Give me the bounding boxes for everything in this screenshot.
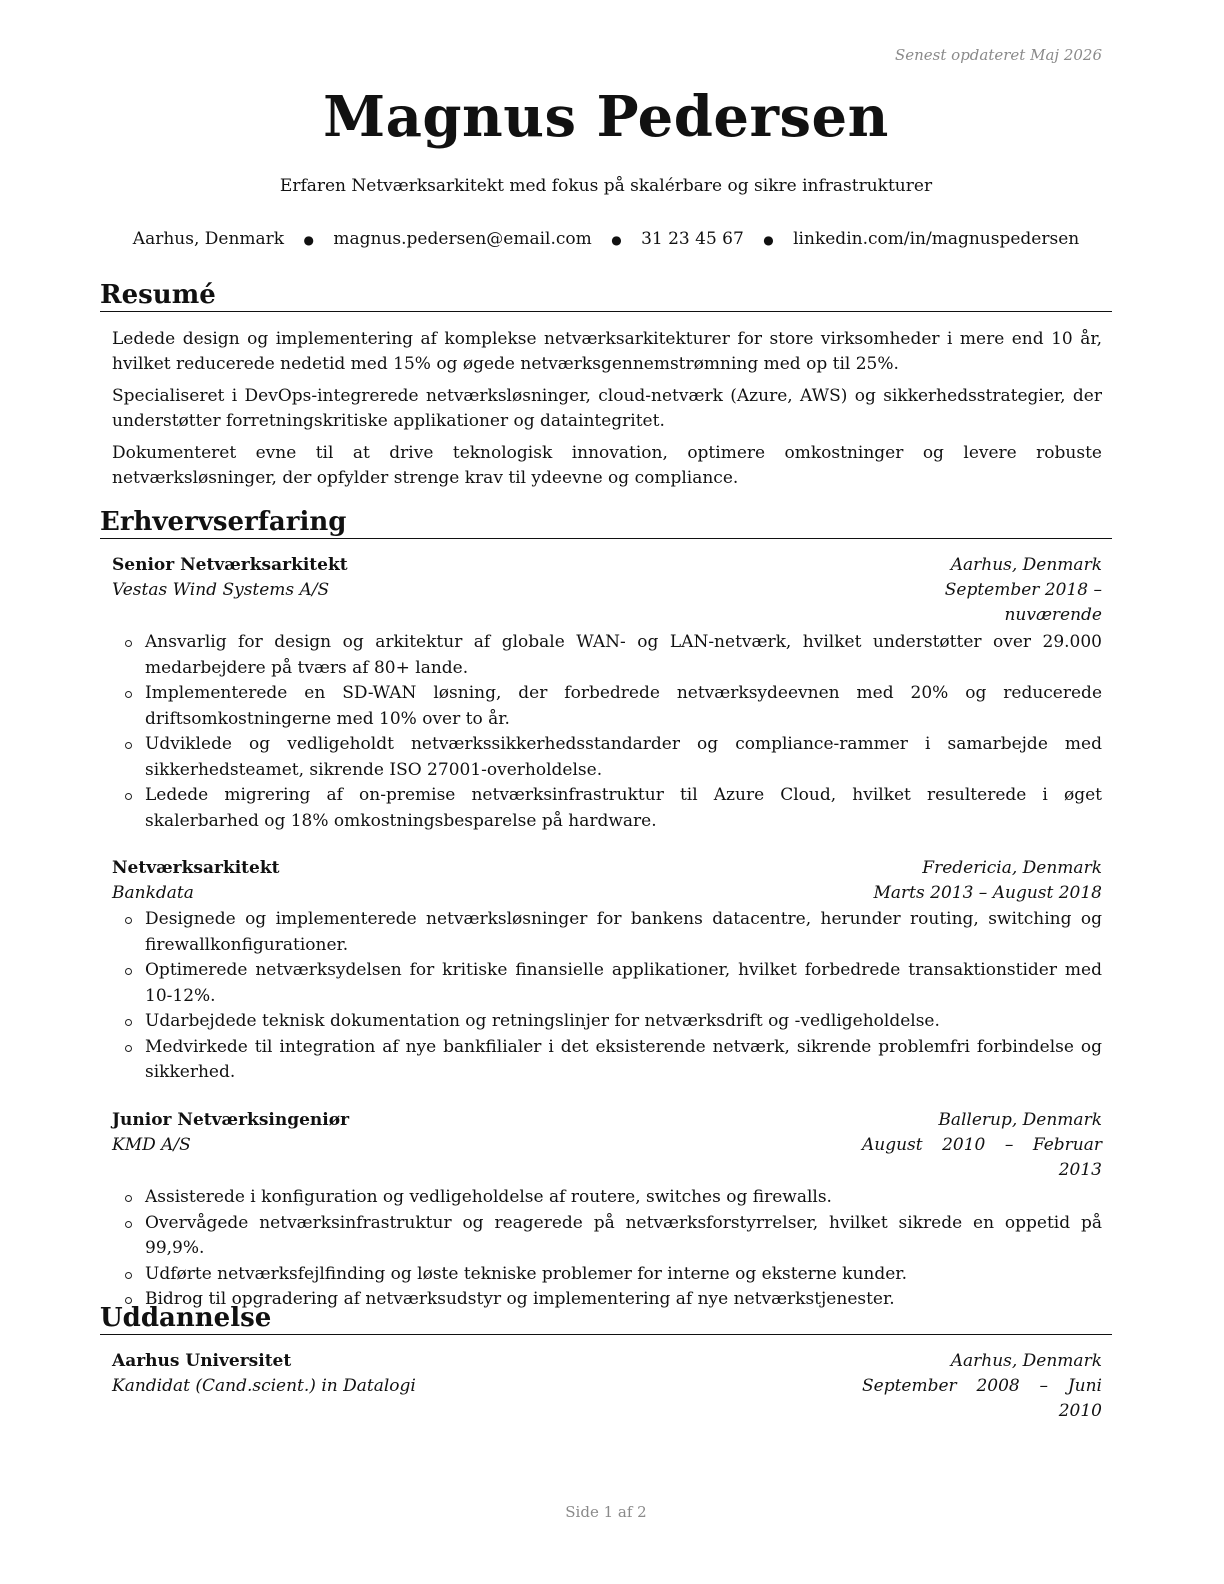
list-item: Ledede migrering af on-premise netværksinfrastruktur til Azure Cloud, hvilket resulterede i øget skalerbarhed og 18% omkostningsbesparelse på hardware. [112,783,1102,834]
contact-location: Aarhus, Denmark [132,229,285,249]
tagline: Erfaren Netværksarkitekt med fokus på skalérbare og sikre infrastrukturer [279,176,933,196]
education-location: Aarhus, Denmark [950,1351,1102,1371]
bullet-separator-icon: ● [303,232,314,247]
summary-paragraph: Specialiseret i DevOps-integrerede netværksløsninger, cloud-netværk (Azure, AWS) og sikkerhedsstrategier, der understøtter forretningskritiske applikationer og dataintegritet. [112,386,1102,431]
job-title: Junior Netværksingeniør [112,1110,350,1130]
bullet-separator-icon: ● [763,232,774,247]
education-degree: Kandidat (Cand.scient.) in Datalogi [112,1376,416,1396]
contact-linkedin[interactable]: linkedin.com/in/magnuspedersen [793,229,1080,249]
job-location: Fredericia, Denmark [922,858,1102,878]
job-dates: Marts 2013 – August 2018 [873,883,1102,903]
contact-email[interactable]: magnus.pedersen@email.com [333,229,592,249]
list-item: Optimerede netværksydelsen for kritiske finansielle applikationer, hvilket forbedrede transaktionstider med 10-12%. [112,958,1102,1009]
contact-line [100,229,1112,249]
job-dates: August 2010 – Februar 2013 [862,1135,1102,1180]
candidate-name: Magnus Pedersen [323,84,889,150]
list-item: Bidrog til opgradering af netværksudstyr og implementering af nye netværkstjenester. [112,1287,1102,1313]
job-title: Senior Netværksarkitekt [112,555,348,575]
summary-paragraph: Dokumenteret evne til at drive teknologisk innovation, optimere omkostninger og levere robuste netværksløsninger, der opfylder strenge krav til ydeevne og compliance. [112,443,1102,488]
section-title-experience: Erhvervserfaring [100,507,1112,539]
job-bullet-list [112,630,1102,834]
page-number: Side 1 af 2 [565,1503,647,1521]
last-updated: Senest opdateret Maj 2026 [894,46,1102,64]
job-location: Aarhus, Denmark [950,555,1102,575]
resume-page [100,0,1112,1584]
job-header [112,856,1102,906]
contact-phone: 31 23 45 67 [641,229,744,249]
job-bullet-list [112,907,1102,1086]
job-header [112,1108,1102,1183]
job-header [112,553,1102,628]
education-dates: September 2008 – Juni 2010 [862,1376,1102,1421]
section-title-summary: Resumé [100,280,1112,312]
job-bullet-list [112,1185,1102,1313]
job-company: Vestas Wind Systems A/S [112,580,330,600]
education-entry [112,1349,1102,1424]
bullet-separator-icon: ● [611,232,622,247]
list-item: Udførte netværksfejlfinding og løste tekniske problemer for interne og eksterne kunder. [112,1262,1102,1288]
list-item: Assisterede i konfiguration og vedligeholdelse af routere, switches og firewalls. [112,1185,1102,1211]
job-company: Bankdata [112,883,194,903]
list-item: Medvirkede til integration af nye bankfilialer i det eksisterende netværk, sikrende problemfri forbindelse og sikkerhed. [112,1035,1102,1086]
summary-paragraph: Ledede design og implementering af komplekse netværksarkitekturer for store virksomheder i mere end 10 år, hvilket reducerede nedetid med 15% og øgede netværksgennemstrømning med op til 25%. [112,329,1102,374]
list-item: Udviklede og vedligeholdt netværkssikkerhedsstandarder og compliance-rammer i samarbejde med sikkerhedsteamet, sikrende ISO 27001-overholdelse. [112,732,1102,783]
job-dates: September 2018 – nuværende [944,580,1102,625]
list-item: Overvågede netværksinfrastruktur og reagerede på netværksforstyrrelser, hvilket sikrede en oppetid på 99,9%. [112,1211,1102,1262]
section-title-education: Uddannelse [100,1303,1112,1335]
list-item: Udarbejdede teknisk dokumentation og retningslinjer for netværksdrift og -vedligeholdelse. [112,1009,1102,1035]
job-company: KMD A/S [112,1135,191,1155]
job-location: Ballerup, Denmark [938,1110,1102,1130]
job-title: Netværksarkitekt [112,858,280,878]
list-item: Designede og implementerede netværksløsninger for bankens datacentre, herunder routing, switching og firewallkonfigurationer. [112,907,1102,958]
education-school: Aarhus Universitet [112,1351,292,1371]
list-item: Ansvarlig for design og arkitektur af globale WAN- og LAN-netværk, hvilket understøtter over 29.000 medarbejdere på tværs af 80+ lande. [112,630,1102,681]
list-item: Implementerede en SD-WAN løsning, der forbedrede netværksydeevnen med 20% og reducerede driftsomkostningerne med 10% over to år. [112,681,1102,732]
